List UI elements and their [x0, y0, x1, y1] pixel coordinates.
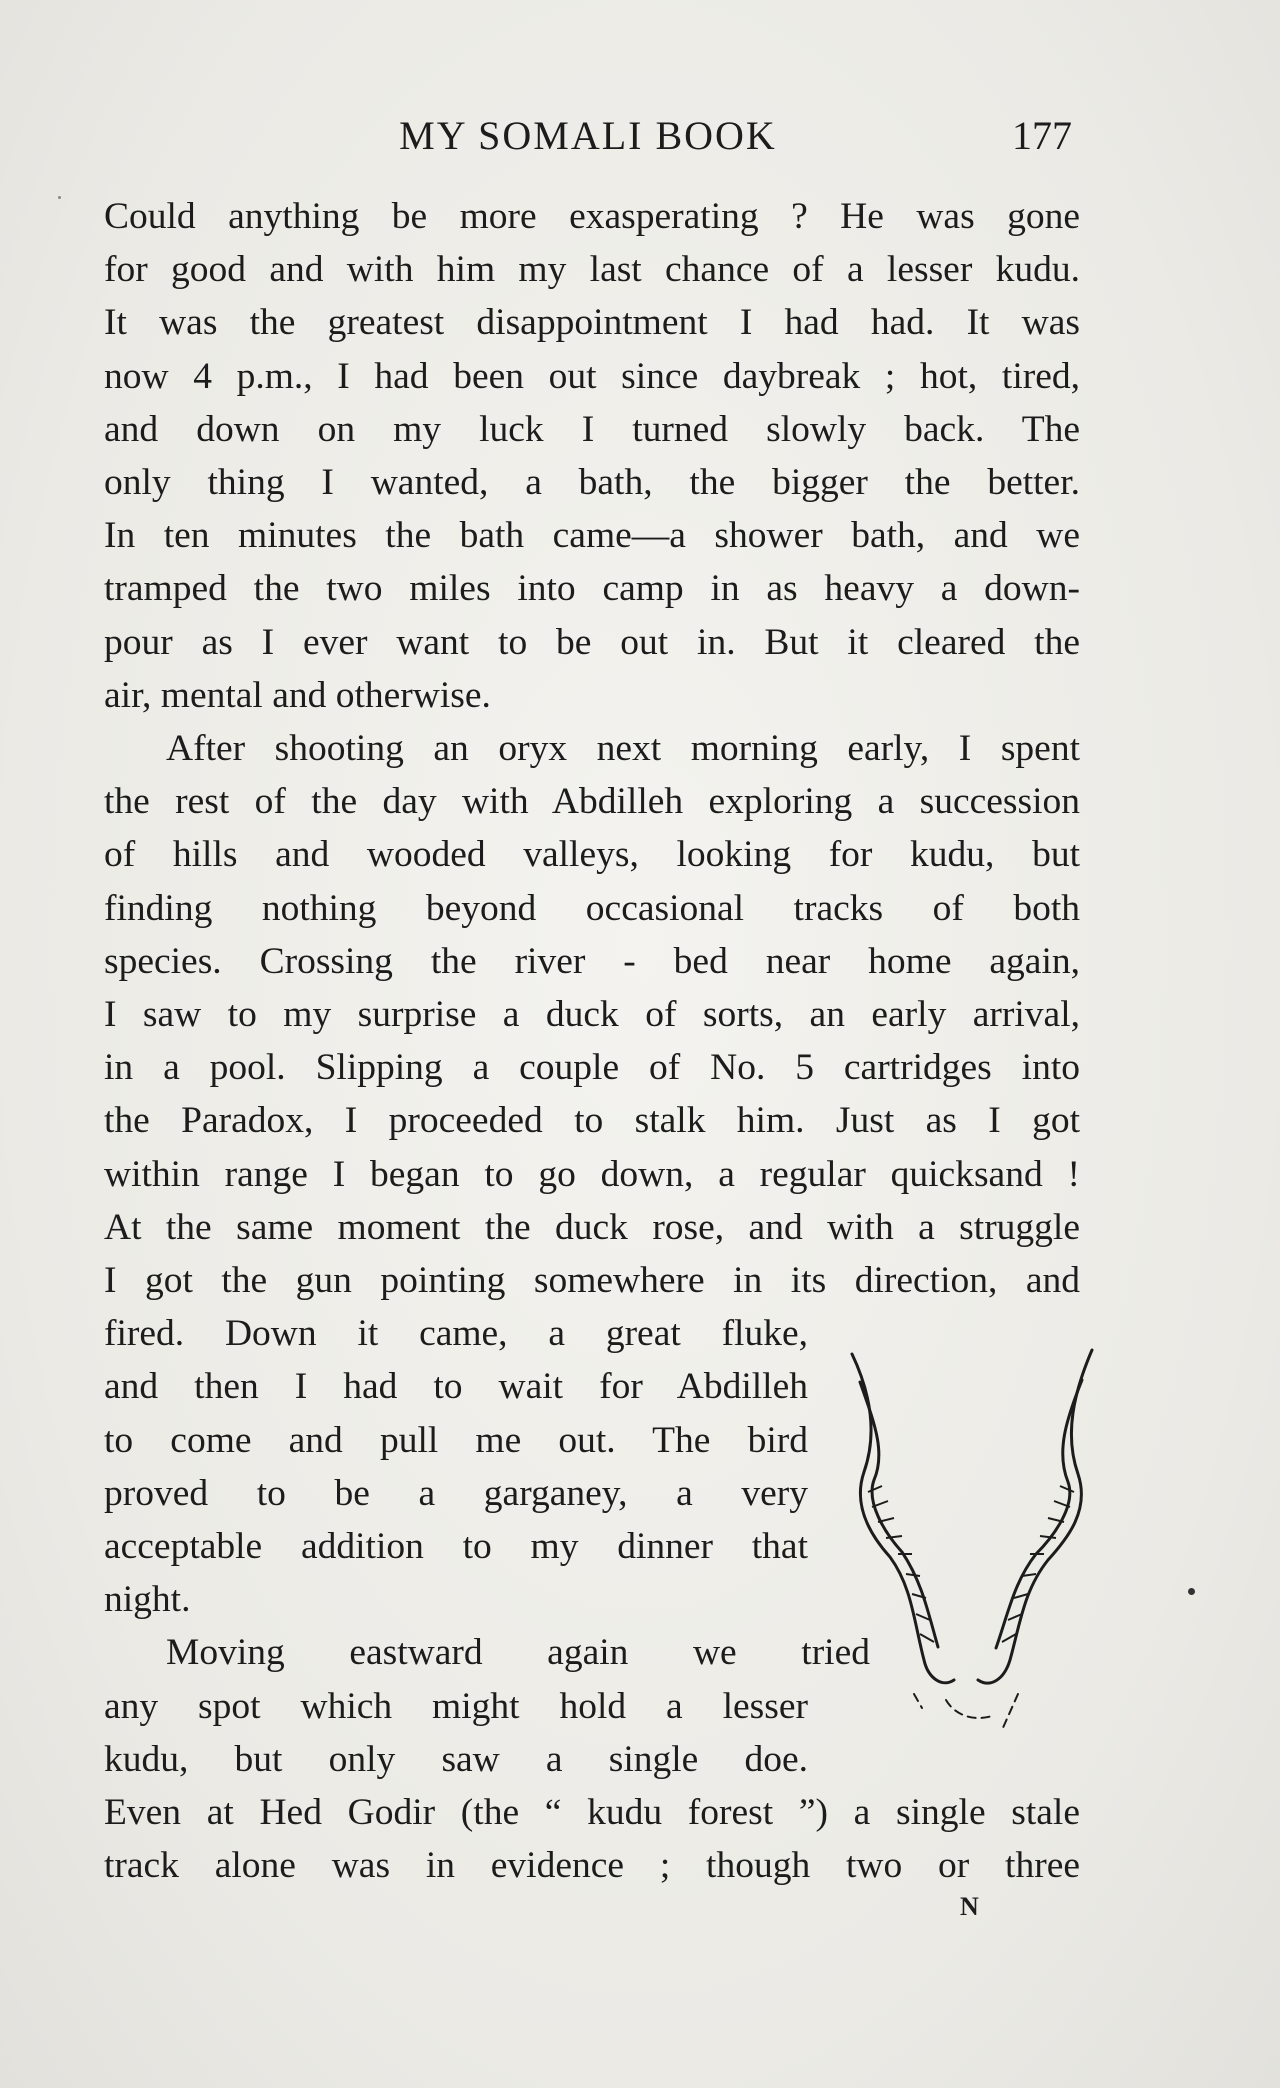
page-header: [104, 112, 1072, 172]
text-line: and down on my luck I turned slowly back. The: [104, 408, 1080, 450]
text-line: At the same moment the duck rose, and with a struggle: [104, 1206, 1080, 1248]
text-line: proved to be a garganey, a very: [104, 1472, 808, 1514]
text-line: now 4 p.m., I had been out since daybreak ; hot, tired,: [104, 355, 1080, 397]
kudu-horns-illustration: [842, 1342, 1102, 1762]
page-number: 177: [1012, 113, 1072, 158]
text-line: acceptable addition to my dinner that: [104, 1526, 808, 1568]
text-line: night.: [104, 1579, 191, 1621]
text-line: to come and pull me out. The bird: [104, 1419, 808, 1461]
text-line: Moving eastward again we tried: [166, 1632, 870, 1674]
text-line: fired. Down it came, a great fluke,: [104, 1313, 808, 1355]
text-line: of hills and wooded valleys, looking for kudu, but: [104, 834, 1080, 876]
signature-mark: N: [960, 1892, 979, 1921]
text-line: In ten minutes the bath came—a shower bath, and we: [104, 515, 1080, 557]
text-line: I saw to my surprise a duck of sorts, an early arrival,: [104, 994, 1080, 1036]
text-line: the Paradox, I proceeded to stalk him. Just as I got: [104, 1100, 1080, 1142]
text-line: air, mental and otherwise.: [104, 674, 491, 716]
text-line: for good and with him my last chance of a lesser kudu.: [104, 249, 1080, 291]
text-line: Could anything be more exasperating ? He was gone: [104, 196, 1080, 237]
text-line: only thing I wanted, a bath, the bigger the better.: [104, 462, 1080, 504]
text-line: within range I began to go down, a regular quicksand !: [104, 1153, 1080, 1195]
text-line: After shooting an oryx next morning early, I spent: [166, 728, 1080, 770]
text-line: tramped the two miles into camp in as heavy a down-: [104, 568, 1080, 610]
running-title: MY SOMALI BOOK: [399, 113, 777, 158]
text-line: in a pool. Slipping a couple of No. 5 cartridges into: [104, 1047, 1080, 1089]
right-horn-inner: [996, 1380, 1082, 1648]
text-line: Even at Hed Godir (the “ kudu forest ”) a single stale: [104, 1792, 1080, 1834]
text-line: and then I had to wait for Abdilleh: [104, 1366, 808, 1408]
text-line: finding nothing beyond occasional tracks of both: [104, 887, 1080, 929]
text-line: pour as I ever want to be out in. But it cleared the: [104, 621, 1080, 663]
left-horn-inner: [860, 1382, 938, 1647]
ink-speck: [58, 196, 61, 199]
text-line: any spot which might hold a lesser: [104, 1685, 808, 1727]
text-line: It was the greatest disappointment I had had. It was: [104, 302, 1080, 344]
text-line: track alone was in evidence ; though two or three: [104, 1845, 1080, 1887]
text-line: I got the gun pointing somewhere in its direction, and: [104, 1260, 1080, 1302]
ink-speck: [1188, 1588, 1195, 1595]
text-line: species. Crossing the river - bed near home again,: [104, 940, 1080, 982]
text-line: kudu, but only saw a single doe.: [104, 1738, 808, 1780]
skull-outline: [914, 1694, 1018, 1730]
text-line: the rest of the day with Abdilleh exploring a succession: [104, 781, 1080, 823]
